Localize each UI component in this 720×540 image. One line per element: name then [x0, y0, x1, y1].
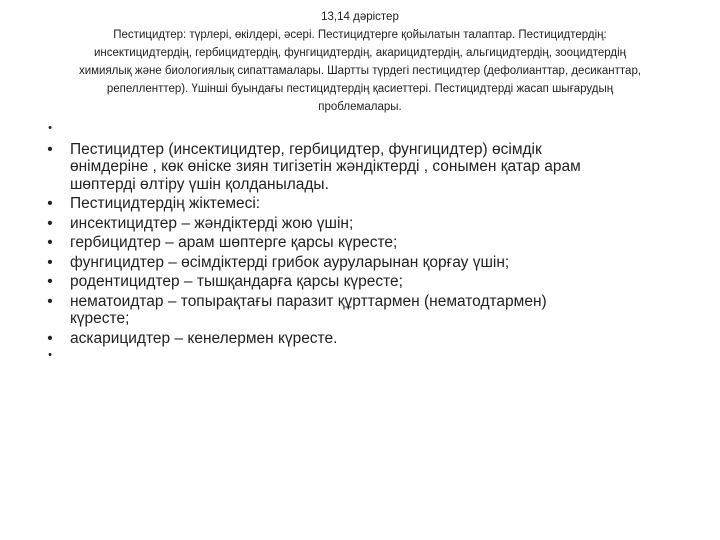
header-line: репелленттер). Үшінші буындағы пестицидтердің қасиеттері. Пестицидтерді жасап шығарудың	[106, 83, 614, 95]
list-item-text: фунгицидтер – өсімдіктерді грибок ауруларынан қорғау үшін;	[70, 253, 510, 271]
list-item-text: өнімдеріне , көк өніске зиян тигізетін жәндіктерді , сонымен қатар арам	[70, 158, 581, 175]
bullet-icon: •	[47, 214, 53, 232]
list-item-empty	[0, 347, 720, 365]
bullet-icon: •	[47, 329, 53, 347]
list-item-text: инсектицидтер – жәндіктерді жою үшін;	[70, 214, 354, 232]
list-item	[0, 254, 720, 272]
bullet-icon: •	[47, 292, 53, 310]
list-item-text: нематоидтар – топырақтағы паразит құрттармен (нематодтармен)	[70, 292, 547, 310]
list-item-text: шөптерді өлтіру үшін қолданылады.	[70, 175, 329, 193]
header-line: Пестицидтер: түрлері, өкілдері, әсері. Пестицидтерге қойылатын талаптар. Пестицидтердің:	[113, 29, 607, 41]
list-item	[0, 293, 720, 328]
bullet-icon: •	[47, 140, 53, 158]
slide-header	[20, 8, 700, 116]
bullet-icon: •	[47, 195, 53, 212]
list-item-text: аскарицидтер – кенелермен күресте.	[70, 329, 338, 347]
list-item-text: күресте;	[70, 310, 130, 327]
bullet-list	[0, 120, 720, 365]
bullet-icon: •	[47, 273, 53, 290]
list-item-empty	[0, 120, 720, 138]
list-item-text: родентицидтер – тышқандарға қарсы күресте;	[70, 273, 403, 290]
list-item	[0, 215, 720, 233]
list-item-text: Пестицидтердің жіктемесі:	[70, 195, 261, 212]
bullet-icon: •	[48, 349, 52, 361]
list-item	[0, 195, 720, 213]
list-item	[0, 273, 720, 291]
header-line: инсектицидтердің, гербицидтердің, фунгицидтердің, акарицидтердің, альгицидтердің, зооцидтердің	[93, 47, 627, 59]
header-line: проблемалары.	[318, 101, 402, 113]
header-line: химиялық және биологиялық сипаттамалары. Шартты түрдегі пестицидтер (дефолианттар, десиканттар,	[78, 65, 642, 77]
list-item	[0, 141, 720, 194]
list-item-text: Пестицидтер (инсектицидтер, гербицидтер, фунгицидтер) өсімдік	[70, 140, 542, 158]
list-item	[0, 330, 720, 348]
bullet-icon: •	[47, 234, 53, 251]
lecture-number: 13,14 дәрістер	[321, 11, 399, 23]
bullet-icon: •	[48, 122, 52, 134]
list-item-text: гербицидтер – арам шөптерге қарсы күресте;	[70, 234, 398, 251]
bullet-icon: •	[47, 253, 53, 271]
list-item	[0, 234, 720, 252]
